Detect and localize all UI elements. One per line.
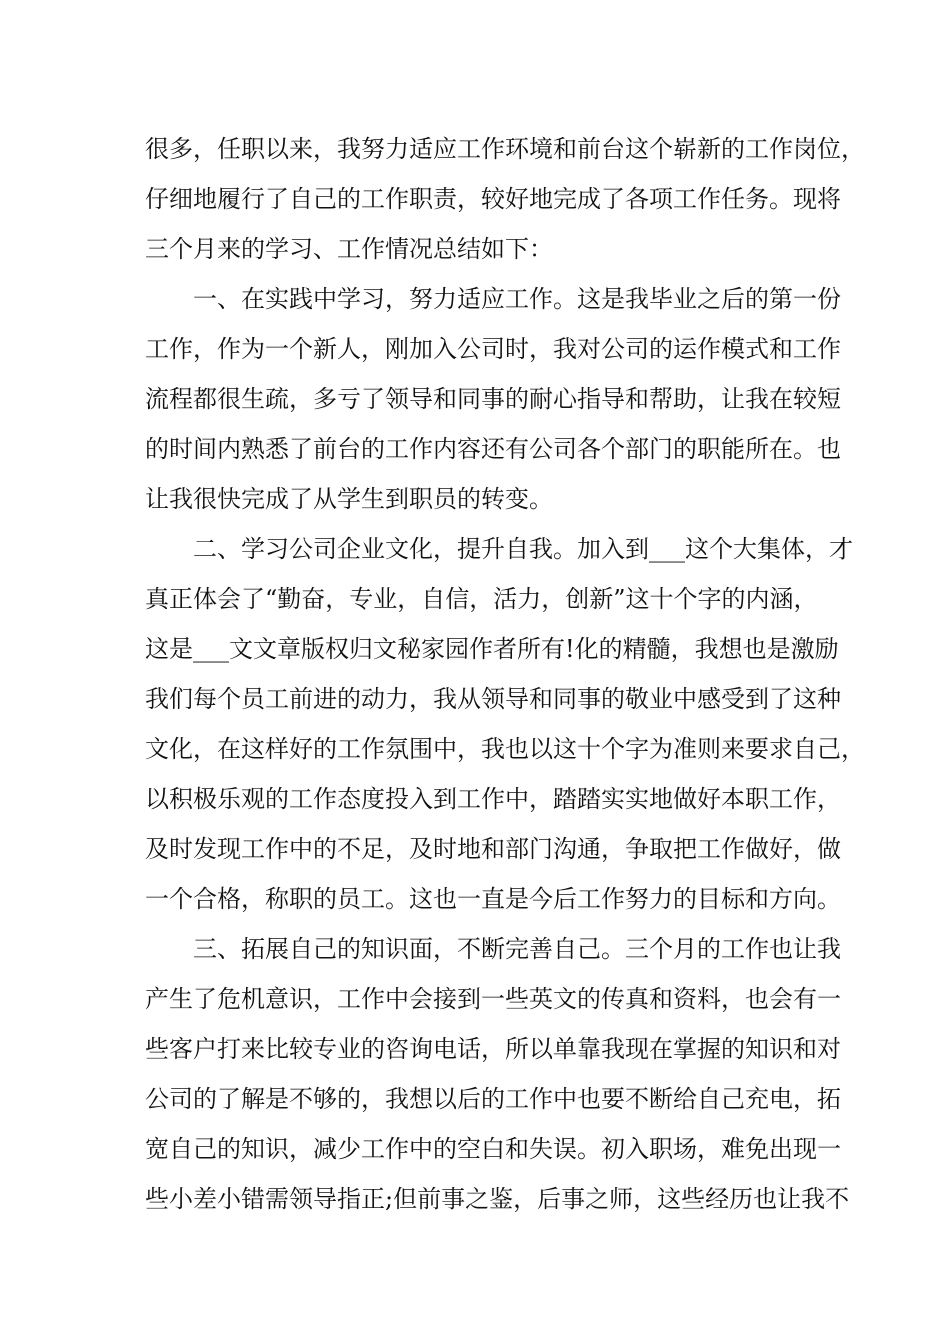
text-line: 以积极乐观的工作态度投入到工作中，踏踏实实地做好本职工作， [145,785,841,813]
text-line: 我们每个员工前进的动力，我从领导和同事的敬业中感受到了这种 [145,685,841,713]
paragraph-start-line: 一、在实践中学习，努力适应工作。这是我毕业之后的第一份 [193,285,841,313]
text-line: 很多，任职以来，我努力适应工作环境和前台这个崭新的工作岗位， [145,135,865,163]
text-line: 工作，作为一个新人，刚加入公司时，我对公司的运作模式和工作 [145,335,841,363]
text-line: 的时间内熟悉了前台的工作内容还有公司各个部门的职能所在。也 [145,435,841,463]
text-line: 些小差小错需领导指正;但前事之鉴，后事之师，这些经历也让我不 [145,1185,850,1213]
text-line: 真正体会了“勤奋，专业，自信，活力，创新”这十个字的内涵， [145,585,818,613]
text-line: 让我很快完成了从学生到职员的转变。 [145,485,553,513]
text-line: 文化，在这样好的工作氛围中，我也以这十个字为准则来要求自己， [145,735,865,763]
text-line: 这是___文文章版权归文秘家园作者所有!化的精髓，我想也是激励 [145,635,839,663]
text-line: 流程都很生疏，多亏了领导和同事的耐心指导和帮助，让我在较短 [145,385,841,413]
text-line: 仔细地履行了自己的工作职责，较好地完成了各项工作任务。现将 [145,185,841,213]
paragraph-start-line: 三、拓展自己的知识面，不断完善自己。三个月的工作也让我 [193,935,841,963]
text-line: 公司的了解是不够的，我想以后的工作中也要不断给自己充电，拓 [145,1085,841,1113]
body-text [145,124,865,1224]
text-line: 产生了危机意识，工作中会接到一些英文的传真和资料，也会有一 [145,985,841,1013]
text-line: 一个合格，称职的员工。这也一直是今后工作努力的目标和方向。 [145,885,841,913]
paragraph-start-line: 二、学习公司企业文化，提升自我。加入到___这个大集体，才 [193,535,853,563]
text-line: 及时发现工作中的不足，及时地和部门沟通，争取把工作做好，做 [145,835,841,863]
text-line: 三个月来的学习、工作情况总结如下： [145,235,553,263]
text-line: 些客户打来比较专业的咨询电话，所以单靠我现在掌握的知识和对 [145,1035,841,1063]
text-line: 宽自己的知识，减少工作中的空白和失误。初入职场，难免出现一 [145,1135,841,1163]
